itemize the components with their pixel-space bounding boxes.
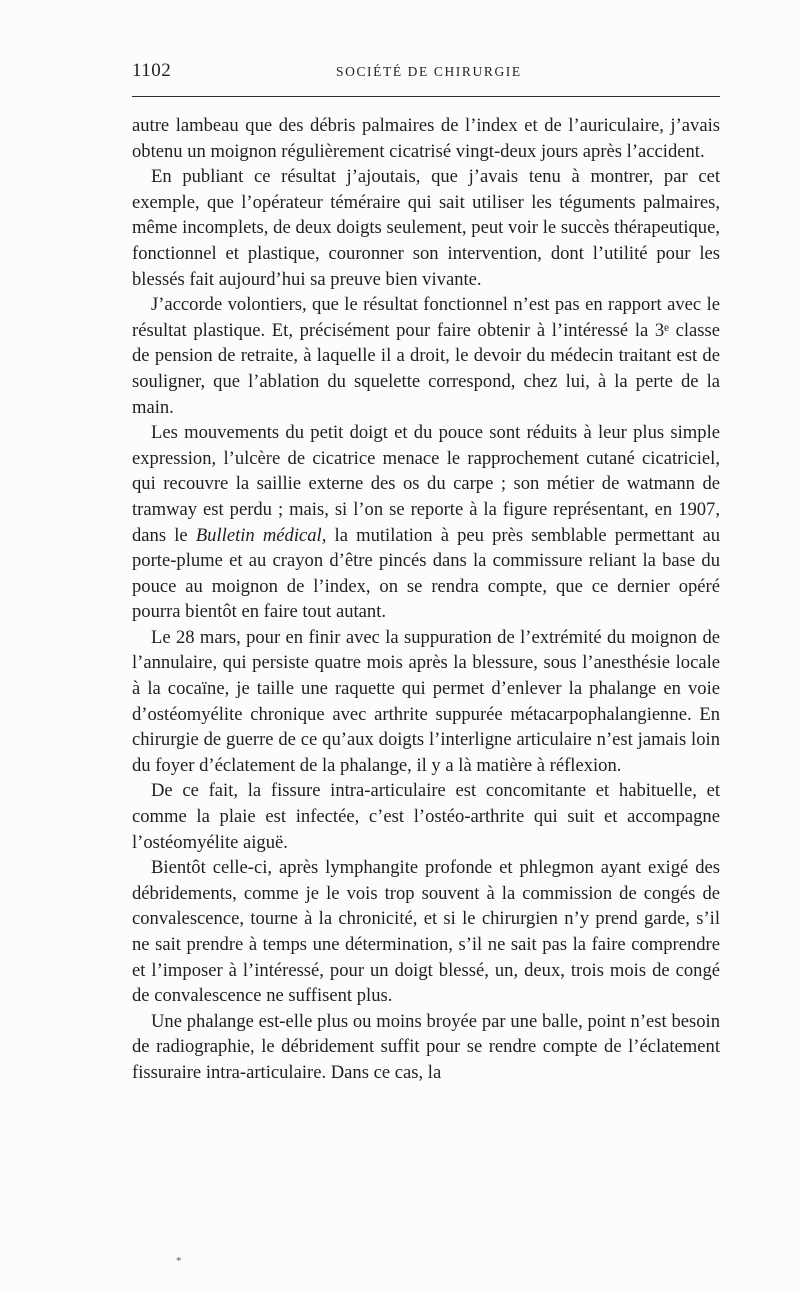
paragraph-movements-end: la mutilation à peu près semblable permettant au porte-plume et au crayon d’être pincés dans la commissure reliant la base du pouce au moignon de l’index, on se rendra compte, que ce dernier opéré pourra bientôt en faire tout autant. — [132, 524, 720, 623]
paragraph-functional-result: J’accorde volontiers, que le résultat fonctionnel n’est pas en rapport avec le résultat plastique. Et, précisément pour faire obtenir à l’intéressé la 3ᵉ classe de pension de retraite, à laquelle il a droit, le devoir du médecin traitant est de souligner, que l’ablation du squelette correspond, chez lui, à la perte de la main. — [132, 294, 720, 418]
paragraph-movements-start: Les mouvements du petit doigt et du pouce sont réduits à leur plus simple expression, l’ulcère de cicatrice menace le rapprochement cutané cicatriciel, qui recouvre la saillie externe des os du carpe ; son métier de watmann de tramway est perdu ; mais, si l’on se reporte à la figure représentant, en 1907, dans le — [132, 422, 720, 546]
paragraph-phalanx: Une phalange est-elle plus ou moins broyée par une balle, point n’est besoin de radiographie, le débridement suffit pour se rendre compte de l’éclatement fissuraire intra-articulaire. Dans ce cas, la — [132, 1010, 720, 1083]
journal-title: Bulletin médical, — [195, 524, 327, 546]
paragraph-march-28: Le 28 mars, pour en finir avec la suppuration de l’extrémité du moignon de l’annulaire, qui persiste quatre mois après la blessure, sous l’anesthésie locale à la cocaïne, je taille une raquette qui permet d’enlever la phalange en voie d’ostéomyélite chronique avec arthrite suppurée métacarpophalangienne. En chirurgie de guerre de ce qu’aux doigts l’interligne articulaire n’est jamais loin du foyer d’éclatement de la phalange, il y a là matière à réflexion. — [132, 626, 720, 776]
page-number: 1102 — [132, 60, 172, 81]
paragraph-chronicity: Bientôt celle-ci, après lymphangite profonde et phlegmon ayant exigé des débridements, comme je le vois trop souvent à la commission de congés de convalescence, tourne à la chronicité, et si le chirurgien n’y prend garde, s’il ne sait prendre à temps une détermination, s’il ne sait pas la faire comprendre et l’imposer à l’intéressé, pour un doigt blessé, un, deux, trois mois de congé de convalescence ne suffisent plus. — [132, 857, 720, 1007]
body-text — [132, 113, 720, 1086]
paragraph-continuation: autre lambeau que des débris palmaires de l’index et de l’auriculaire, j’avais obtenu un moignon régulièrement cicatrisé vingt-deux jours après l’accident. — [132, 115, 720, 162]
paragraph-publication: En publiant ce résultat j’ajoutais, que j’avais tenu à montrer, par cet exemple, que l’opérateur téméraire qui sait utiliser les téguments palmaires, même incomplets, de deux doigts seulement, peut voir le succès thérapeutique, fonctionnel et plastique, couronner son intervention, dont l’utilité pour les blessés fait aujourd’hui sa preuve bien vivante. — [132, 166, 720, 290]
header-rule — [132, 96, 720, 97]
running-title: SOCIÉTÉ DE CHIRURGIE — [336, 64, 522, 79]
paragraph-fissure: De ce fait, la fissure intra-articulaire est concomitante et habituelle, et comme la plaie est infectée, c’est l’ostéo-arthrite qui suit et accompagne l’ostéomyélite aiguë. — [132, 780, 720, 853]
page-header — [132, 58, 720, 88]
footer-mark: * — [176, 1255, 182, 1267]
paragraph-movements — [132, 420, 720, 625]
